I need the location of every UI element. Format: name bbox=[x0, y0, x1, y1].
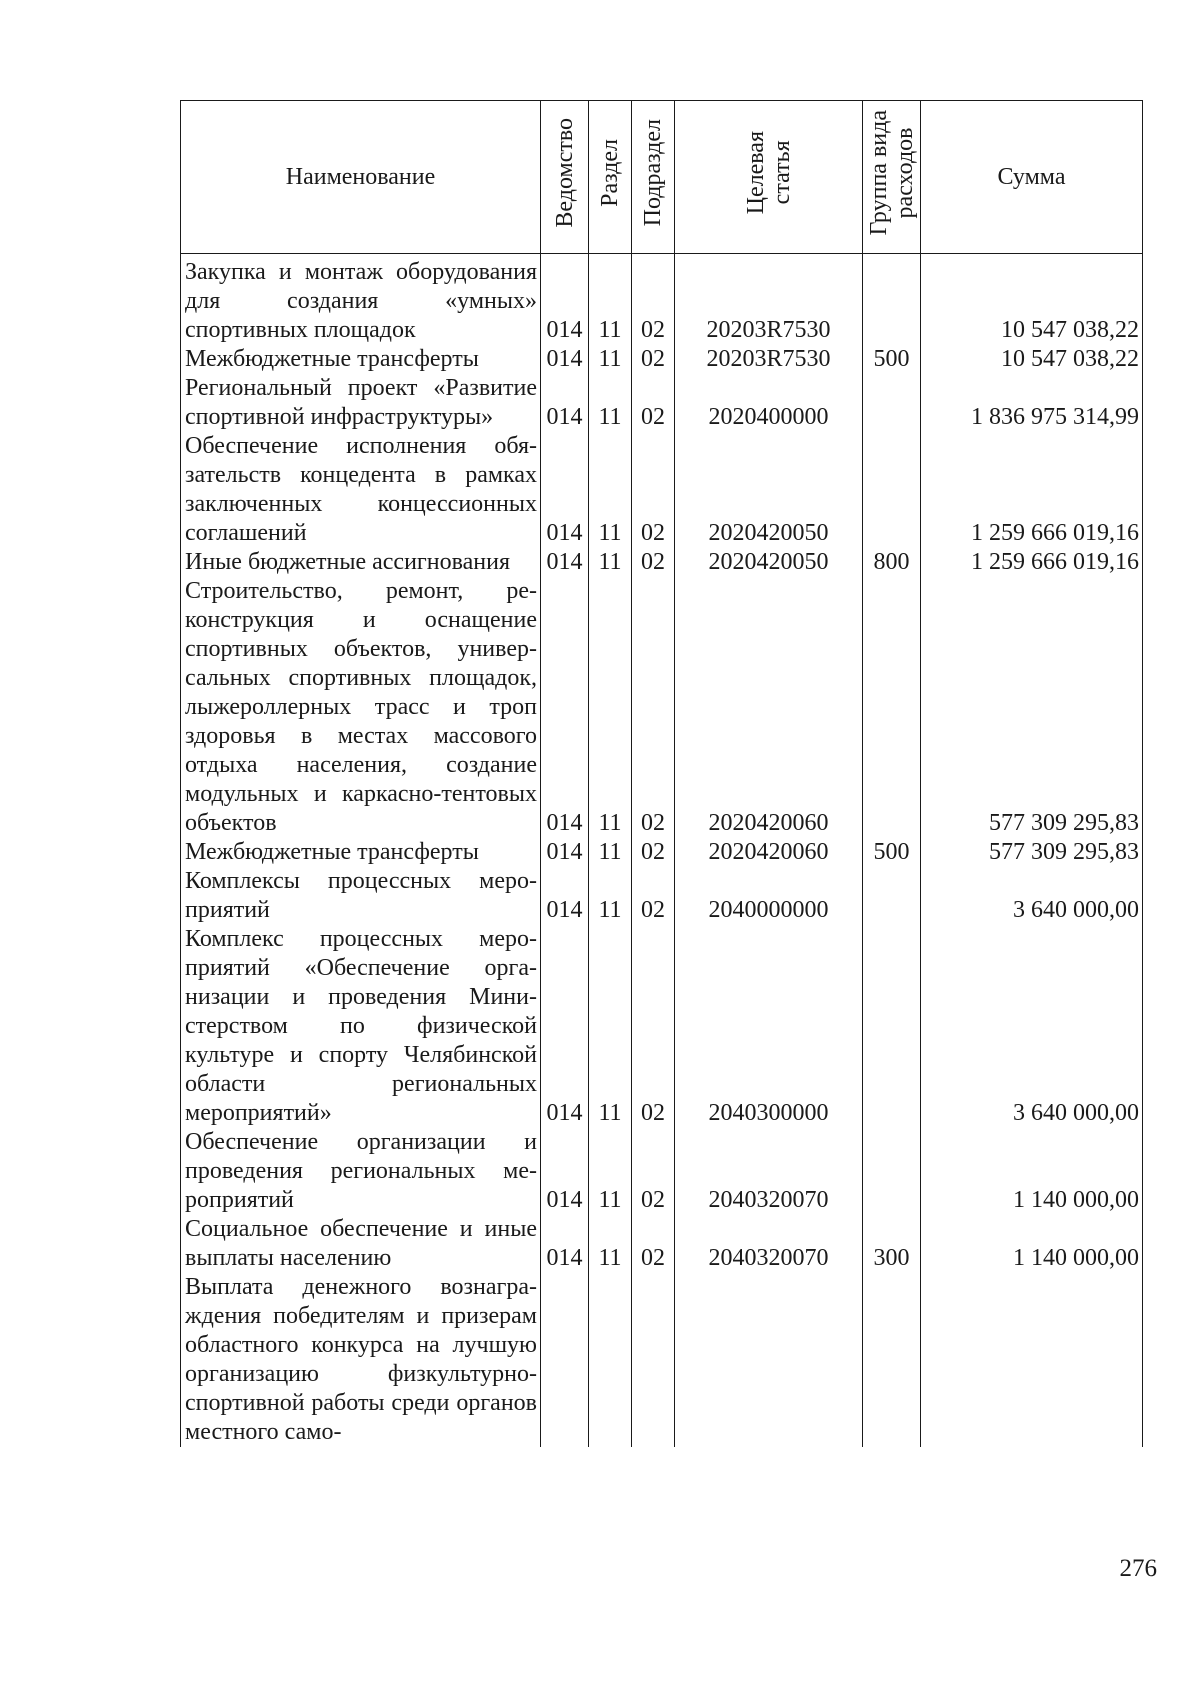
table-row bbox=[181, 1128, 1143, 1215]
table-row bbox=[181, 345, 1143, 374]
cell-vedomstvo: 014 bbox=[541, 925, 589, 1128]
cell-celevaya: 2040320070 bbox=[675, 1215, 863, 1273]
cell-name: Закупка и монтаж оборудования для создания «умных» спортивных площадок bbox=[181, 254, 541, 346]
cell-razdel: 11 bbox=[589, 254, 632, 346]
cell-name: Обеспечение исполнения обязательств концедента в рамках заключенных концессионных соглашений bbox=[181, 432, 541, 548]
cell-podrazdel: 02 bbox=[632, 838, 675, 867]
cell-celevaya: 2020400000 bbox=[675, 374, 863, 432]
table-row bbox=[181, 838, 1143, 867]
cell-podrazdel: 02 bbox=[632, 548, 675, 577]
cell-name: Региональный проект «Развитие спортивной инфраструктуры» bbox=[181, 374, 541, 432]
cell-podrazdel: 02 bbox=[632, 374, 675, 432]
cell-vedomstvo: 014 bbox=[541, 1215, 589, 1273]
table-header-row bbox=[181, 101, 1143, 254]
cell-vedomstvo: 014 bbox=[541, 577, 589, 838]
header-celevaya bbox=[675, 101, 863, 254]
cell-gruppa bbox=[863, 432, 921, 548]
cell-podrazdel: 02 bbox=[632, 577, 675, 838]
cell-vedomstvo: 014 bbox=[541, 1128, 589, 1215]
cell-name: Обеспечение организации и проведения региональных мероприятий bbox=[181, 1128, 541, 1215]
header-gruppa-label: Группа вида расходов bbox=[865, 110, 918, 236]
cell-podrazdel: 02 bbox=[632, 867, 675, 925]
cell-gruppa: 300 bbox=[863, 1215, 921, 1273]
header-name: Наименование bbox=[181, 101, 541, 254]
cell-summa: 1 259 666 019,16 bbox=[921, 548, 1143, 577]
cell-razdel: 11 bbox=[589, 838, 632, 867]
cell-celevaya: 2020420060 bbox=[675, 577, 863, 838]
cell-gruppa bbox=[863, 1273, 921, 1447]
cell-vedomstvo: 014 bbox=[541, 867, 589, 925]
cell-summa: 577 309 295,83 bbox=[921, 838, 1143, 867]
cell-summa: 1 836 975 314,99 bbox=[921, 374, 1143, 432]
table-row bbox=[181, 577, 1143, 838]
table-row bbox=[181, 374, 1143, 432]
cell-name: Иные бюджетные ассигнования bbox=[181, 548, 541, 577]
cell-celevaya: 2020420050 bbox=[675, 548, 863, 577]
cell-celevaya: 20203R7530 bbox=[675, 345, 863, 374]
cell-razdel: 11 bbox=[589, 345, 632, 374]
cell-gruppa: 500 bbox=[863, 345, 921, 374]
cell-celevaya: 20203R7530 bbox=[675, 254, 863, 346]
cell-razdel: 11 bbox=[589, 548, 632, 577]
cell-name: Социальное обеспечение и иные выплаты населению bbox=[181, 1215, 541, 1273]
cell-celevaya: 2020420050 bbox=[675, 432, 863, 548]
cell-gruppa: 500 bbox=[863, 838, 921, 867]
cell-gruppa: 800 bbox=[863, 548, 921, 577]
header-podrazdel-label: Подраздел bbox=[640, 119, 666, 227]
table-row bbox=[181, 548, 1143, 577]
header-summa: Сумма bbox=[921, 101, 1143, 254]
cell-summa: 1 259 666 019,16 bbox=[921, 432, 1143, 548]
cell-summa: 10 547 038,22 bbox=[921, 345, 1143, 374]
cell-podrazdel: 02 bbox=[632, 345, 675, 374]
cell-summa: 3 640 000,00 bbox=[921, 925, 1143, 1128]
page-number: 276 bbox=[1119, 1555, 1157, 1582]
cell-razdel: 11 bbox=[589, 925, 632, 1128]
header-vedomstvo bbox=[541, 101, 589, 254]
header-gruppa bbox=[863, 101, 921, 254]
cell-summa: 1 140 000,00 bbox=[921, 1128, 1143, 1215]
cell-podrazdel: 02 bbox=[632, 254, 675, 346]
header-razdel-label: Раздел bbox=[597, 139, 623, 207]
cell-vedomstvo: 014 bbox=[541, 374, 589, 432]
table-row bbox=[181, 1273, 1143, 1447]
cell-summa bbox=[921, 1273, 1143, 1447]
budget-table bbox=[180, 100, 1143, 1447]
table-row bbox=[181, 925, 1143, 1128]
cell-name: Комплексы процессных мероприятий bbox=[181, 867, 541, 925]
table-row bbox=[181, 432, 1143, 548]
cell-name: Межбюджетные трансферты bbox=[181, 345, 541, 374]
cell-gruppa bbox=[863, 254, 921, 346]
cell-name: Строительство, ремонт, реконструкция и оснащение спортивных объектов, универсальных спортивных площадок, лыжероллерных трасс и троп здоровья в местах массового отдыха населения, создание модульных и каркасно-тентовых объектов bbox=[181, 577, 541, 838]
cell-vedomstvo: 014 bbox=[541, 432, 589, 548]
cell-celevaya: 2040000000 bbox=[675, 867, 863, 925]
cell-name: Комплекс процессных мероприятий «Обеспечение организации и проведения Министерством по физической культуре и спорту Челябинской области региональных мероприятий» bbox=[181, 925, 541, 1128]
table-body bbox=[181, 254, 1143, 1448]
header-celevaya-label: Целевая статья bbox=[742, 131, 795, 215]
cell-gruppa bbox=[863, 867, 921, 925]
table-row bbox=[181, 867, 1143, 925]
cell-podrazdel: 02 bbox=[632, 925, 675, 1128]
cell-celevaya: 2040320070 bbox=[675, 1128, 863, 1215]
cell-vedomstvo: 014 bbox=[541, 254, 589, 346]
cell-summa: 3 640 000,00 bbox=[921, 867, 1143, 925]
cell-gruppa bbox=[863, 374, 921, 432]
header-vedomstvo-label: Ведомство bbox=[551, 118, 578, 228]
cell-name: Межбюджетные трансферты bbox=[181, 838, 541, 867]
cell-celevaya: 2040300000 bbox=[675, 925, 863, 1128]
header-podrazdel bbox=[632, 101, 675, 254]
cell-razdel: 11 bbox=[589, 374, 632, 432]
header-razdel bbox=[589, 101, 632, 254]
cell-gruppa bbox=[863, 925, 921, 1128]
cell-vedomstvo bbox=[541, 1273, 589, 1447]
cell-celevaya: 2020420060 bbox=[675, 838, 863, 867]
cell-razdel: 11 bbox=[589, 577, 632, 838]
cell-summa: 1 140 000,00 bbox=[921, 1215, 1143, 1273]
cell-gruppa bbox=[863, 577, 921, 838]
cell-razdel: 11 bbox=[589, 432, 632, 548]
cell-podrazdel: 02 bbox=[632, 1215, 675, 1273]
cell-gruppa bbox=[863, 1128, 921, 1215]
cell-vedomstvo: 014 bbox=[541, 345, 589, 374]
cell-vedomstvo: 014 bbox=[541, 838, 589, 867]
cell-podrazdel: 02 bbox=[632, 1128, 675, 1215]
cell-summa: 10 547 038,22 bbox=[921, 254, 1143, 346]
cell-razdel: 11 bbox=[589, 867, 632, 925]
cell-summa: 577 309 295,83 bbox=[921, 577, 1143, 838]
cell-vedomstvo: 014 bbox=[541, 548, 589, 577]
cell-podrazdel: 02 bbox=[632, 432, 675, 548]
cell-razdel: 11 bbox=[589, 1215, 632, 1273]
cell-name: Выплата денежного вознаграждения победителям и призерам областного конкурса на лучшую организацию физкультурно-спортивной работы среди органов местного само- bbox=[181, 1273, 541, 1447]
cell-razdel: 11 bbox=[589, 1128, 632, 1215]
table-row bbox=[181, 254, 1143, 346]
cell-razdel bbox=[589, 1273, 632, 1447]
cell-celevaya bbox=[675, 1273, 863, 1447]
table-row bbox=[181, 1215, 1143, 1273]
cell-podrazdel bbox=[632, 1273, 675, 1447]
